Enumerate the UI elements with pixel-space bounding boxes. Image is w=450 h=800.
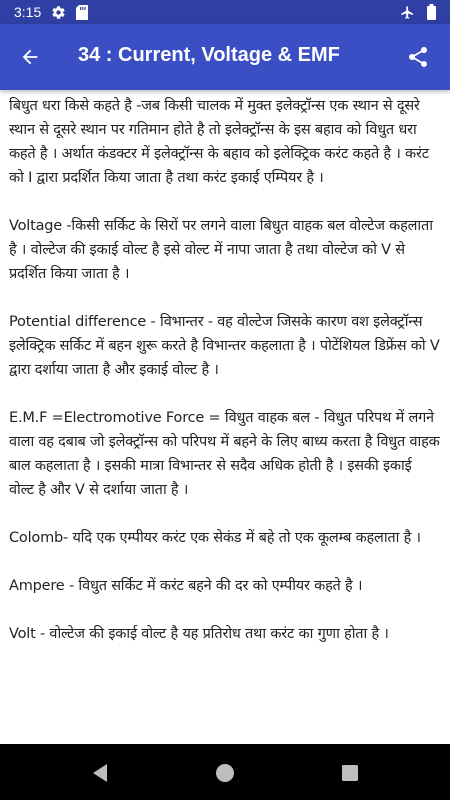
paragraph-emf: E.M.F =Electromotive Force = विधुत वाहक बल - विधुत परिपथ में लगने वाला वह दबाब जो इलेक्ट्रॉन्स को परिपथ में बहने के लिए बाध्य करता है विधुत वाहक बाल कहलाता है । इसकी मात्रा विभान्तर से सदैव अधिक होती है । इसकी इकाई वोल्ट है और V से दर्शाया जाता है । <box>9 410 440 498</box>
article-content[interactable] <box>0 92 450 744</box>
paragraph-colomb: Colomb- यदि एक एम्पीयर करंट एक सेकंड में बहे तो एक कूलम्ब कहलाता है । <box>9 530 421 546</box>
nav-recents-button[interactable] <box>338 761 362 785</box>
paragraph-ampere: Ampere - विधुत सर्किट में करंट बहने की दर को एम्पीयर कहते है । <box>9 578 363 594</box>
arrow-left-icon <box>19 46 41 68</box>
back-button[interactable] <box>14 41 46 73</box>
paragraph-current: बिधुत धरा किसे कहते है -जब किसी चालक में मुक्त इलेक्ट्रॉन्स एक स्थान से दूसरे स्थान से दूसरे स्थान पर गतिमान होते है तो इलेक्ट्रॉन्स के इस बहाव को विधुत धरा कहते है । अर्थात कंडक्टर में इलेक्ट्रॉन्स के बहाव को इलेक्ट्रिक करंट कहते है । करंट को I द्वारा प्रदर्शित किया जाता है तथा करंट इकाई एम्पियर है । <box>9 98 429 186</box>
paragraph-voltage: Voltage -किसी सर्किट के सिरों पर लगने वाला बिधुत वाहक बल वोल्टेज कहलाता है । वोल्टेज की इकाई वोल्ट है इसे वोल्ट में नापा जाता है तथा वोल्टेज को V से प्रदर्शित किया जाता है । <box>9 218 433 282</box>
back-triangle-icon <box>91 763 109 783</box>
paragraph-volt: Volt - वोल्टेज की इकाई वोल्ट है यह प्रतिरोध तथा करंट का गुणा होता है । <box>9 626 389 642</box>
sd-card-icon <box>76 5 88 20</box>
paragraph-potential-difference: Potential difference - विभान्तर - वह वोल्टेज जिसके कारण वश इलेक्ट्रॉन्स इलेक्ट्रिक सर्किट में बहन शुरू करते है विभान्तर कहलाता है । पोटेंशियल डिफ्रेंस को V द्वारा दर्शाया जाता है और इकाई वोल्ट है । <box>9 314 440 378</box>
airplane-icon <box>400 5 415 20</box>
share-icon <box>406 45 430 69</box>
gear-icon <box>51 5 66 20</box>
battery-icon <box>427 4 436 20</box>
home-circle-icon <box>215 763 235 783</box>
navigation-bar <box>0 744 450 800</box>
recents-square-icon <box>341 764 359 782</box>
app-bar <box>0 24 450 90</box>
status-bar <box>0 0 450 24</box>
nav-home-button[interactable] <box>213 761 237 785</box>
nav-back-button[interactable] <box>88 761 112 785</box>
status-time: 3:15 <box>14 4 42 20</box>
share-button[interactable] <box>402 41 434 73</box>
page-title: 34 : Current, Voltage & EMF <box>78 44 340 66</box>
